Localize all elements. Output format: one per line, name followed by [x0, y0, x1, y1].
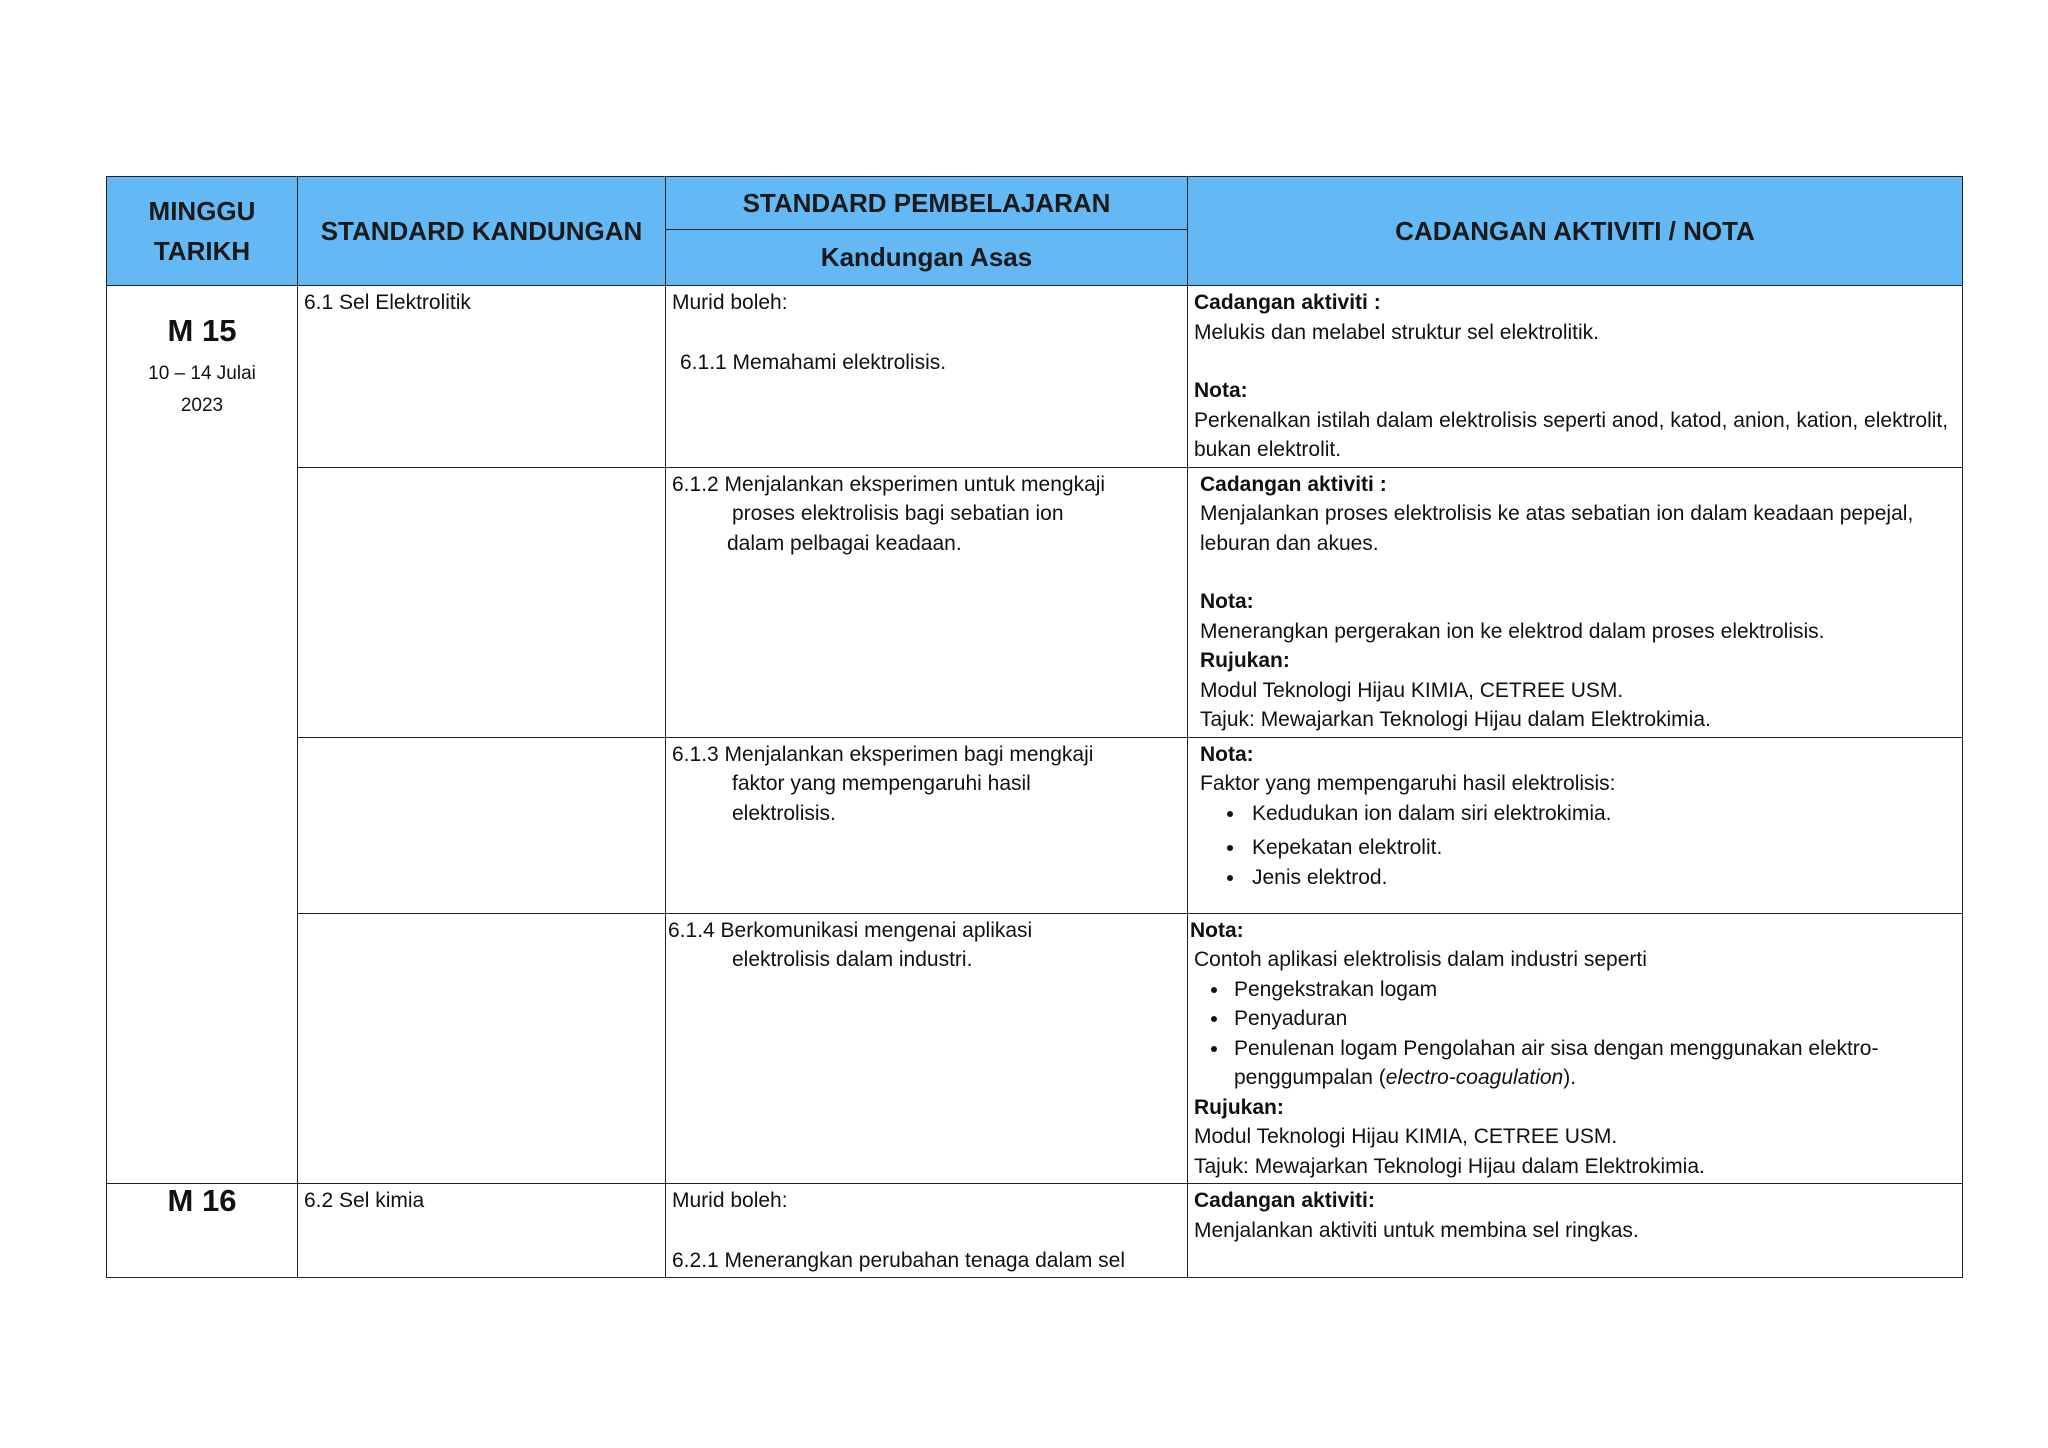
header-standard-pembelajaran: STANDARD PEMBELAJARAN [666, 177, 1188, 230]
aktiviti-nota-cell [1188, 467, 1963, 737]
nota-text: Contoh aplikasi elektrolisis dalam industri seperti [1194, 948, 1647, 971]
rujukan-text: Modul Teknologi Hijau KIMIA, CETREE USM. [1194, 1125, 1618, 1148]
list-item: • Penulenan logam Pengolahan air sisa dengan menggunakan elektro-penggumpalan (electro-coagulation). [1230, 1034, 1960, 1093]
rujukan-text: Modul Teknologi Hijau KIMIA, CETREE USM. [1200, 678, 1624, 702]
week-label: M 16 [167, 1183, 237, 1218]
sp-item-line: elektrolisis. [732, 801, 836, 825]
aktiviti-nota-cell [1188, 737, 1963, 913]
sp-item: 6.2.1 Menerangkan perubahan tenaga dalam sel [672, 1248, 1125, 1272]
header-minggu-tarikh [107, 177, 298, 286]
header-cadangan-aktiviti: CADANGAN AKTIVITI / NOTA [1188, 177, 1963, 286]
sp-item-line: 6.1.4 Berkomunikasi mengenai aplikasi [668, 918, 1033, 942]
rujukan-text: Tajuk: Mewajarkan Teknologi Hijau dalam Elektrokimia. [1200, 708, 1711, 731]
list-item: • Kepekatan elektrolit. [1246, 833, 1956, 863]
rujukan-label: Rujukan: [1200, 649, 1290, 672]
standard-kandungan-cell [298, 467, 666, 737]
aktiviti-nota-cell [1188, 286, 1963, 468]
standard-pembelajaran-cell [666, 286, 1188, 468]
sp-item-line: dalam pelbagai keadaan. [727, 531, 962, 555]
factor-list [1200, 799, 1956, 893]
sp-item-line: 6.1.2 Menjalankan eksperimen untuk mengkaji [672, 472, 1106, 496]
standard-pembelajaran-cell [666, 913, 1188, 1184]
list-item: • Pengekstrakan logam [1230, 975, 1960, 1005]
standard-kandungan-cell [298, 737, 666, 913]
aktiviti-nota-cell [1188, 1184, 1963, 1278]
nota-label: Nota: [1200, 742, 1254, 766]
aktiviti-label: Cadangan aktiviti : [1194, 291, 1381, 314]
week-cell-m16 [107, 1184, 298, 1278]
aktiviti-text: Menjalankan aktiviti untuk membina sel ringkas. [1194, 1218, 1639, 1242]
standard-pembelajaran-cell [666, 737, 1188, 913]
standard-kandungan-cell [298, 913, 666, 1184]
nota-text: Perkenalkan istilah dalam elektrolisis seperti anod, katod, anion, kation, elektrolit, bukan elektrolit. [1194, 408, 1949, 461]
aktiviti-nota-cell [1188, 913, 1963, 1184]
week-cell-m15 [107, 286, 298, 1184]
aktiviti-text: Melukis dan melabel struktur sel elektrolitik. [1194, 320, 1599, 344]
standard-kandungan-cell: 6.1 Sel Elektrolitik [298, 286, 666, 468]
list-item: • Penyaduran [1230, 1004, 1960, 1034]
nota-label: Nota: [1190, 918, 1244, 942]
header-kandungan-asas: Kandungan Asas [666, 230, 1188, 286]
standard-pembelajaran-cell [666, 1184, 1188, 1278]
week-date: 10 – 14 Julai 2023 [148, 362, 256, 416]
sp-item: 6.1.1 Memahami elektrolisis. [680, 350, 947, 374]
header-tarikh: TARIKH [153, 236, 251, 266]
sp-item-line: 6.1.3 Menjalankan eksperimen bagi mengkaji [672, 742, 1094, 766]
nota-text: Menerangkan pergerakan ion ke elektrod dalam proses elektrolisis. [1200, 619, 1825, 643]
list-item: • Jenis elektrod. [1246, 863, 1956, 893]
list-item: • Kedudukan ion dalam siri elektrokimia. [1246, 799, 1956, 829]
aktiviti-text: Menjalankan proses elektrolisis ke atas sebatian ion dalam keadaan pepejal, leburan dan akues. [1200, 502, 1914, 555]
nota-text: Faktor yang mempengaruhi hasil elektrolisis: [1200, 772, 1616, 795]
rujukan-text: Tajuk: Mewajarkan Teknologi Hijau dalam Elektrokimia. [1194, 1154, 1705, 1178]
application-list [1190, 975, 1960, 1093]
header-minggu: MINGGU [148, 196, 256, 226]
sp-item-line: proses elektrolisis bagi sebatian ion [732, 502, 1064, 525]
nota-label: Nota: [1194, 379, 1248, 402]
standard-pembelajaran-cell [666, 467, 1188, 737]
aktiviti-label: Cadangan aktiviti : [1200, 472, 1387, 496]
sp-item-line: faktor yang mempengaruhi hasil [732, 772, 1031, 795]
sp-item-line: elektrolisis dalam industri. [732, 948, 973, 971]
standard-kandungan-cell: 6.2 Sel kimia [298, 1184, 666, 1278]
aktiviti-label: Cadangan aktiviti: [1194, 1189, 1375, 1212]
week-label: M 15 [167, 313, 237, 348]
sp-intro: Murid boleh: [672, 291, 788, 314]
lesson-plan-table [106, 176, 1963, 1278]
nota-label: Nota: [1200, 590, 1254, 613]
sp-intro: Murid boleh: [672, 1189, 788, 1212]
rujukan-label: Rujukan: [1194, 1095, 1284, 1119]
header-standard-kandungan: STANDARD KANDUNGAN [298, 177, 666, 286]
